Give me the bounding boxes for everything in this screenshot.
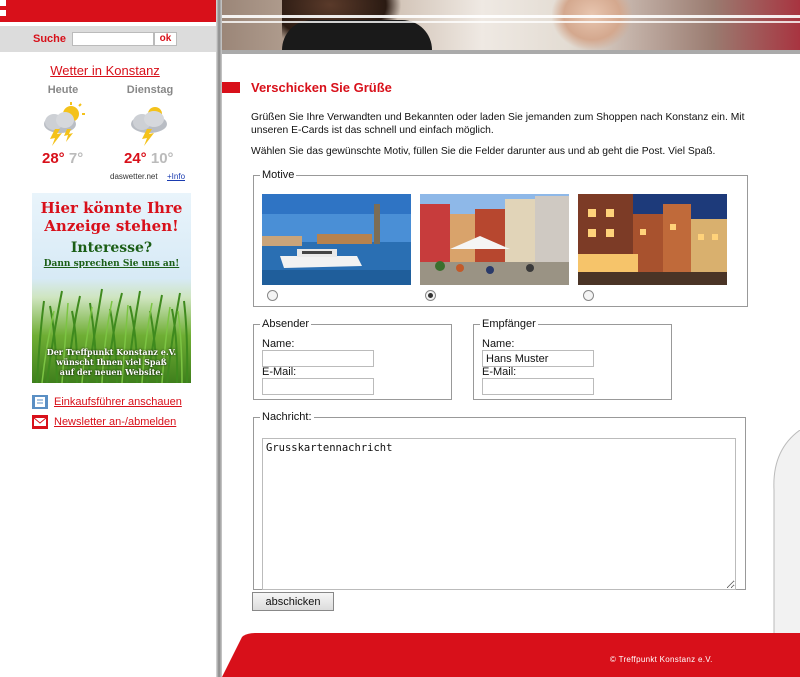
footer-copyright: © Treffpunkt Konstanz e.V. bbox=[610, 655, 713, 664]
old-town-street-photo[interactable] bbox=[578, 194, 727, 285]
instructions-text: Wählen Sie das gewünschte Motiv, füllen Sie die Felder darunter aus und ab geht die Post. Viel Spaß. bbox=[251, 146, 716, 157]
message-textarea[interactable] bbox=[262, 438, 736, 590]
document-icon bbox=[32, 395, 48, 409]
weather-title-link[interactable]: Wetter in Konstanz bbox=[50, 63, 160, 78]
banner-border bbox=[222, 50, 800, 54]
search-label: Suche bbox=[33, 33, 67, 45]
message-fieldset bbox=[253, 411, 746, 590]
ad-line: wünscht Ihnen viel Spaß bbox=[56, 357, 167, 367]
ad-footer-text bbox=[32, 347, 191, 377]
recipient-email-label: E-Mail: bbox=[482, 366, 517, 378]
newsletter-link[interactable] bbox=[32, 414, 176, 430]
shopping-guide-label: Einkaufsführer anschauen bbox=[54, 396, 182, 408]
weather-temp-today bbox=[42, 150, 83, 167]
banner-stripe bbox=[222, 15, 800, 18]
sender-name-input[interactable] bbox=[262, 350, 374, 367]
footer-bar bbox=[222, 633, 800, 677]
envelope-icon bbox=[32, 415, 48, 429]
sender-legend: Absender bbox=[262, 318, 310, 330]
thunderstorm-cloud-icon bbox=[125, 102, 175, 146]
logo-square-icon bbox=[0, 0, 6, 6]
page-title: Verschicken Sie Grüße bbox=[251, 80, 392, 95]
ad-contact: Dann sprechen Sie uns an! bbox=[43, 259, 180, 269]
sender-name-label: Name: bbox=[262, 338, 295, 350]
title-marker bbox=[222, 82, 240, 93]
advertisement-banner[interactable] bbox=[32, 193, 191, 383]
decorative-curve bbox=[752, 430, 800, 635]
weather-day-today: Heute bbox=[47, 84, 79, 96]
motive-fieldset bbox=[253, 169, 748, 307]
search-ok-button[interactable]: ok bbox=[154, 32, 177, 46]
motive-radio-2[interactable] bbox=[425, 290, 436, 301]
message-legend: Nachricht: bbox=[262, 411, 312, 423]
sender-fieldset bbox=[253, 318, 452, 400]
sidebar-top-bar bbox=[0, 0, 219, 22]
sidebar bbox=[0, 0, 219, 677]
search-bar bbox=[0, 26, 219, 52]
search-input[interactable] bbox=[72, 32, 154, 46]
ad-line: Der Treffpunkt Konstanz e.V. bbox=[46, 347, 177, 357]
logo-square-icon bbox=[0, 10, 6, 16]
ad-line: Hier könnte Ihre bbox=[40, 199, 183, 217]
temp-high: 24° bbox=[124, 150, 147, 167]
weather-info-link[interactable]: +Info bbox=[167, 172, 186, 181]
motive-legend: Motive bbox=[262, 169, 295, 181]
ad-question: Interesse? bbox=[70, 240, 153, 256]
recipient-name-label: Name: bbox=[482, 338, 515, 350]
weather-source: daswetter.net bbox=[110, 172, 158, 181]
sender-email-input[interactable] bbox=[262, 378, 374, 395]
harbor-ship-photo[interactable] bbox=[262, 194, 411, 285]
motive-radio-3[interactable] bbox=[583, 290, 594, 301]
sender-email-label: E-Mail: bbox=[262, 366, 297, 378]
thunderstorm-sun-icon bbox=[38, 102, 88, 146]
main-content bbox=[222, 0, 800, 677]
ad-headline bbox=[32, 199, 191, 235]
temp-low: 10° bbox=[150, 150, 174, 167]
temp-high: 28° bbox=[42, 150, 65, 167]
ad-line: Anzeige stehen! bbox=[44, 217, 179, 235]
recipient-email-input[interactable] bbox=[482, 378, 594, 395]
recipient-legend: Empfänger bbox=[482, 318, 536, 330]
motive-radio-1[interactable] bbox=[267, 290, 278, 301]
weather-temp-tuesday bbox=[124, 150, 174, 167]
ad-line: auf der neuen Website. bbox=[59, 367, 164, 377]
intro-text: Grüßen Sie Ihre Verwandten und Bekannten oder laden Sie jemanden zum Shoppen nach Konstanz ein. Mit unseren E-Cards ist das schnell und einfach möglich. bbox=[251, 112, 745, 136]
banner-figure bbox=[552, 0, 632, 50]
send-button[interactable]: abschicken bbox=[252, 592, 334, 611]
newsletter-label: Newsletter an-/abmelden bbox=[54, 416, 177, 428]
banner-figure bbox=[282, 20, 432, 50]
banner-stripe bbox=[222, 21, 800, 23]
weather-day-tuesday: Dienstag bbox=[126, 84, 174, 96]
shopping-guide-link[interactable] bbox=[32, 394, 182, 410]
header-banner-image bbox=[222, 0, 800, 50]
recipient-fieldset bbox=[473, 318, 672, 400]
recipient-name-input[interactable] bbox=[482, 350, 594, 367]
temp-low: 7° bbox=[68, 150, 84, 167]
market-square-photo[interactable] bbox=[420, 194, 569, 285]
